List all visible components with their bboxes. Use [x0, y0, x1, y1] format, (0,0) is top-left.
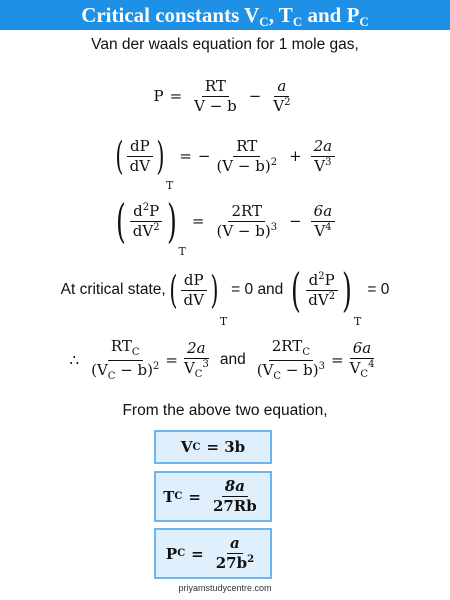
result-box-tc: T C = $\frac{8a}{27Rb}$ — [154, 471, 272, 522]
equation-critical-condition: At critical state, ( $\frac{dP}{dV}$ ) T = 0 and ( $\frac{d^2P}{dV^2}$ ) T = 0 — [60, 263, 390, 328]
footer-watermark: priyamstudycentre.com — [178, 583, 272, 593]
result-box-vc: V C = 3b — [154, 430, 272, 464]
equation-first-derivative: ( $\frac{dP}{dV}$ ) T = − $\frac{RT}{(V - b)^2}$ + $\frac{2a}{V^3}$ — [0, 126, 450, 186]
result-box-pc: P C = $\frac{a}{27b^2}$ — [154, 528, 272, 579]
summary-text: From the above two equation, — [122, 402, 328, 419]
intro-text: Van der waals equation for 1 mole gas, — [91, 36, 359, 53]
equation-van-der-waals: P = $\frac{RT}{V - b}$ − $\frac{a}{V^2}$ — [153, 76, 291, 115]
equation-critical-values: ∴ $\frac{RT_C}{(V_C - b)^2}$ = $\frac{2a}{V_C^3}$ and $\frac{2RT_C}{(V_C - b)^3}$ = $\frac{6a}{V_C^4}$ — [69, 337, 375, 382]
equation-second-derivative: ( $\frac{d^2P}{dV^2}$ ) T = $\frac{2RT}{(V - b)^3}$ − $\frac{6a}{V^4}$ — [0, 190, 450, 252]
page-title: Critical constants $V_C$, $T_C$ and $P_C$ — [0, 0, 450, 30]
